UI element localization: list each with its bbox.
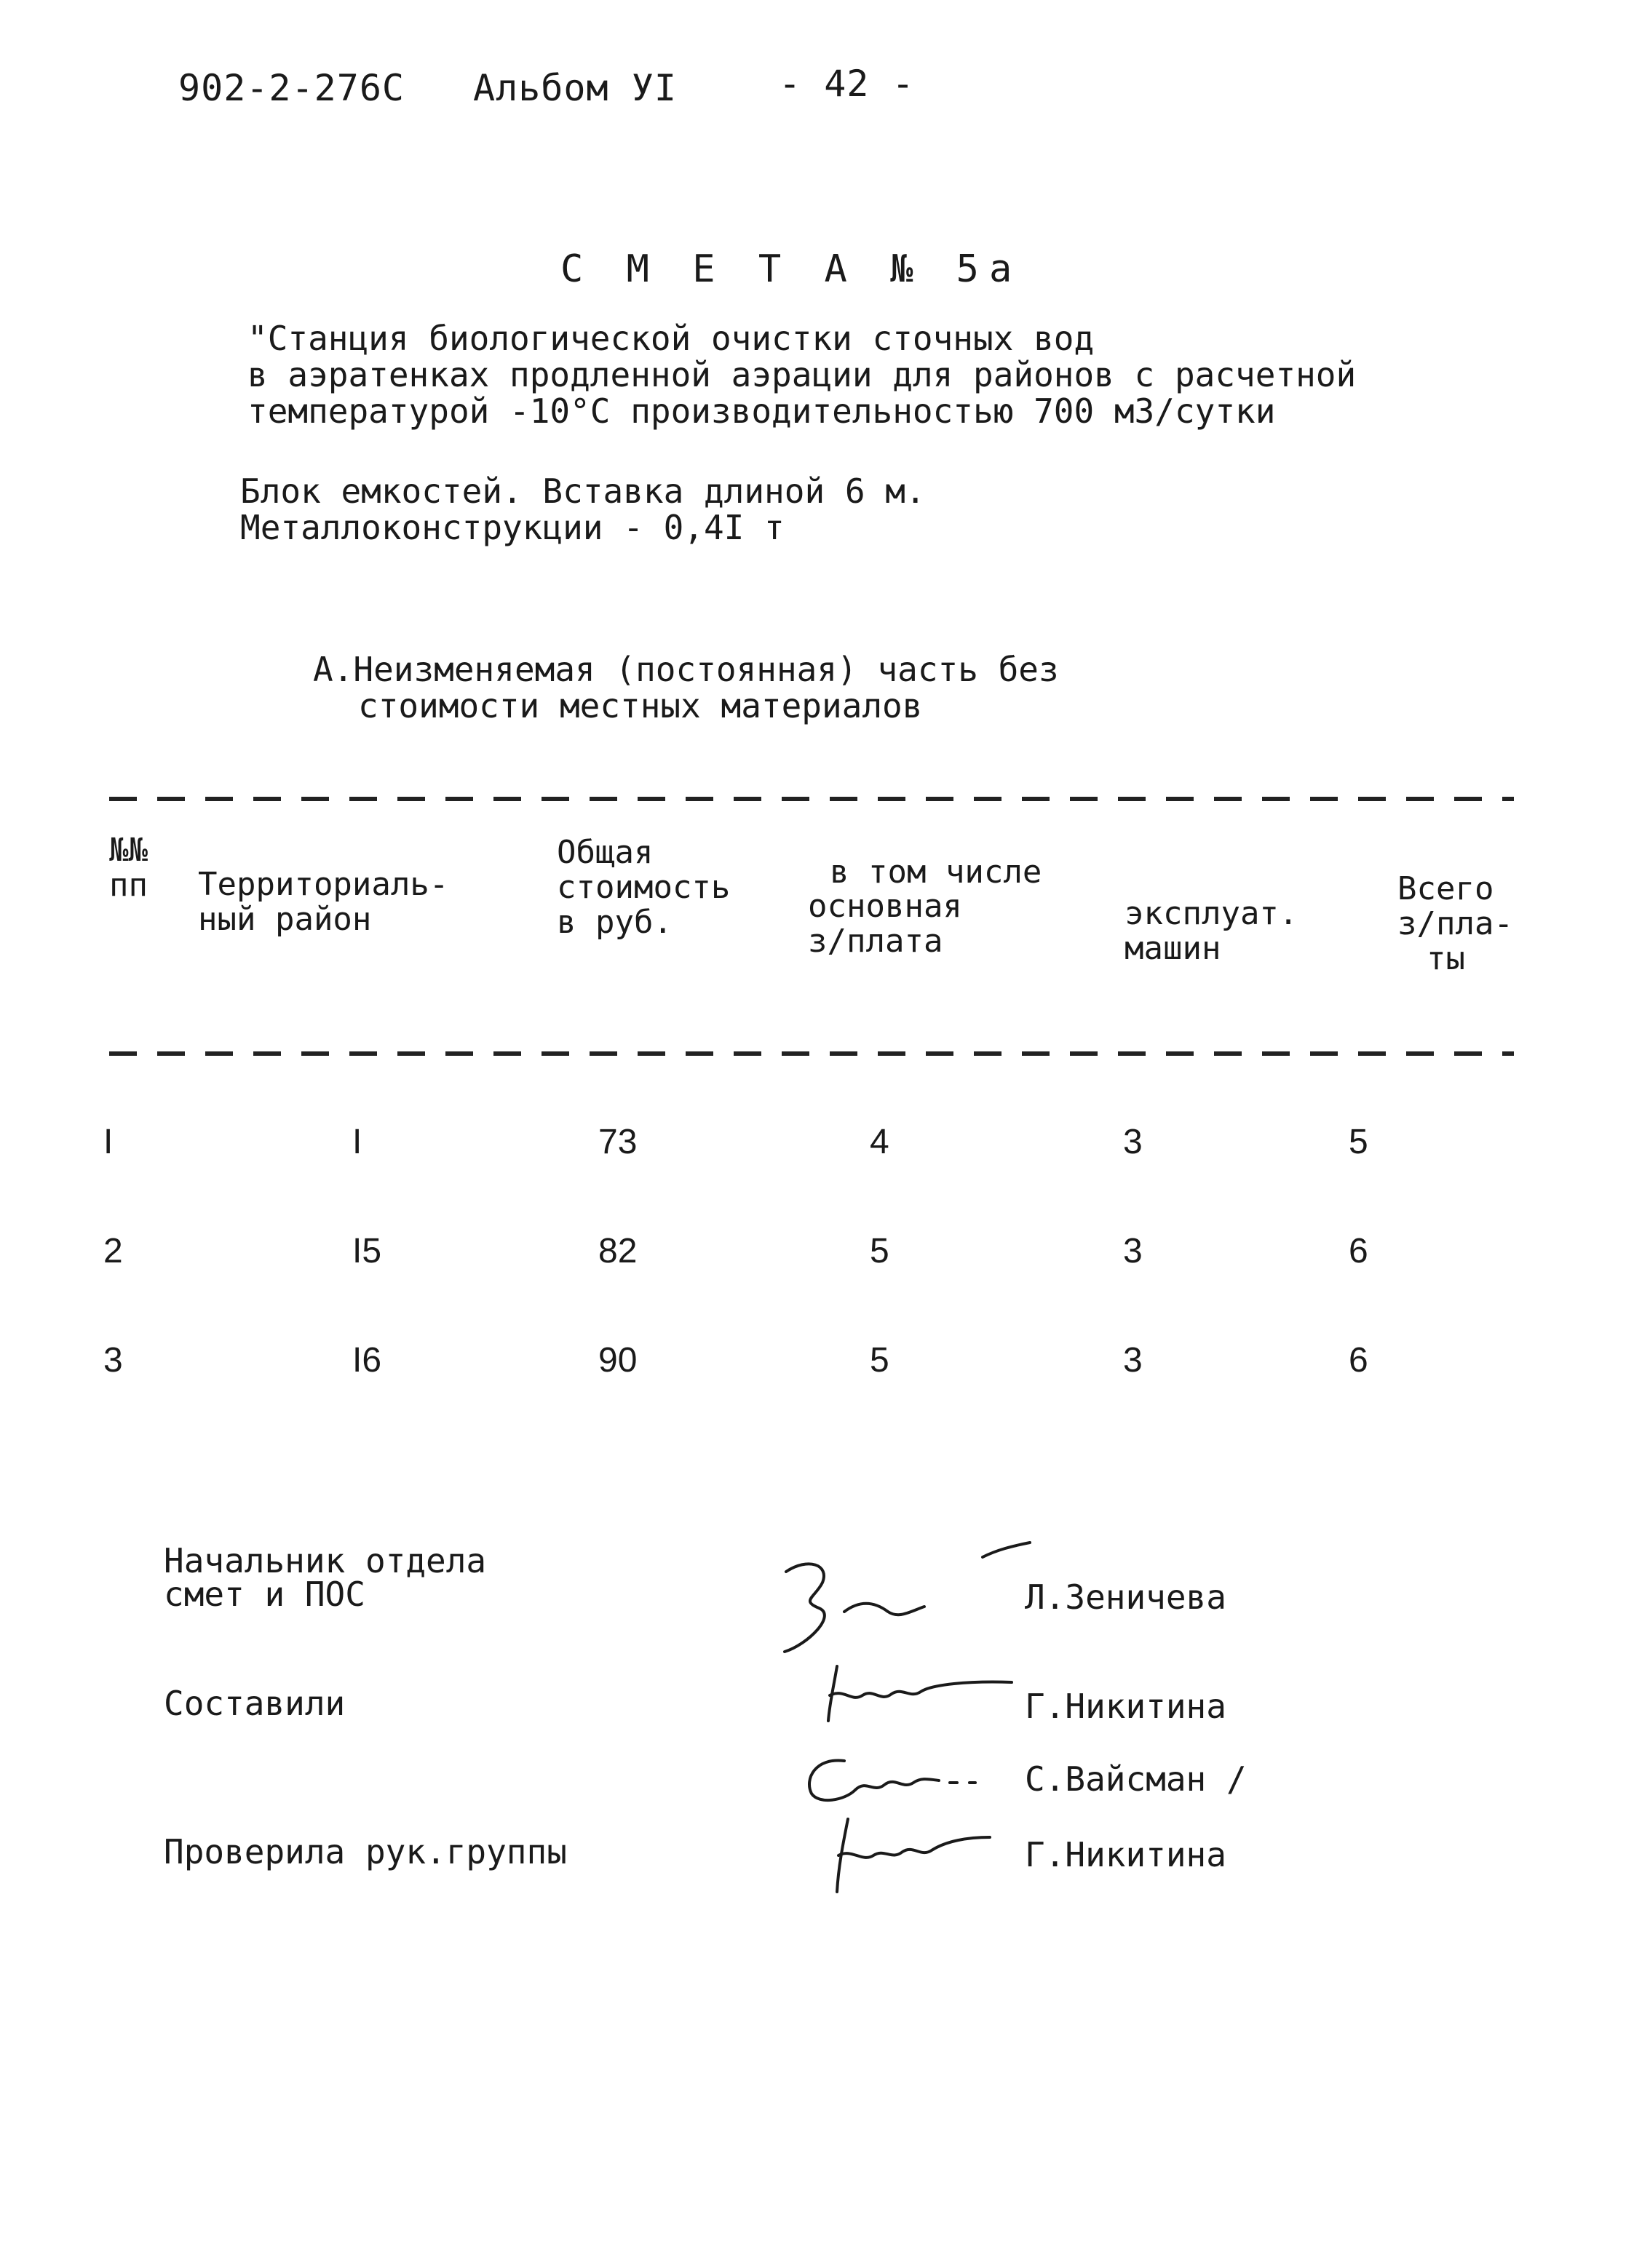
col-header-region: Территориаль- ный район [198,866,449,938]
section-heading [313,651,1059,724]
doc-code: 902-2-276С [178,67,405,109]
cell-num: 3 [103,1341,123,1380]
cell-total-cost: 90 [598,1341,638,1380]
block-description [240,473,926,546]
block-line: Металлоконструкции - 0,4I т [240,508,785,547]
cell-machines: 3 [1123,1232,1143,1270]
block-line: Блок емкостей. Вставка длиной 6 м. [240,471,926,511]
cell-total-cost: 73 [598,1123,638,1161]
col-header-machines: эксплуат. машин [1125,895,1298,967]
subtitle-line: в аэратенках продленной аэрации для районов с расчетной [247,355,1357,394]
compiled-name-2: С.Вайсман / [1025,1759,1247,1799]
cell-machines: 3 [1123,1123,1143,1161]
cell-total-pay: 6 [1349,1341,1368,1380]
cell-region: I [352,1123,362,1161]
compiled-name-1: Г.Никитина [1025,1687,1226,1726]
subtitle-line: температурой -10°С производительностью 700 м3/сутки [247,391,1276,431]
cell-num: I [103,1123,114,1161]
cell-base-pay: 5 [870,1341,889,1380]
cell-base-pay: 4 [870,1123,889,1161]
cell-base-pay: 5 [870,1232,889,1270]
cell-num: 2 [103,1232,123,1270]
cell-total-cost: 82 [598,1232,638,1270]
album-label: Альбом УI [473,67,677,109]
head-name: Л.Зеничева [1025,1577,1226,1617]
head-of-department-label: Начальник отдела смет и ПОС [164,1541,487,1614]
subtitle [247,320,1356,429]
col-header-total-cost: Общая стоимость в руб. [557,834,731,941]
checked-by-label: Проверила рук.группы [164,1832,567,1871]
cell-total-pay: 5 [1349,1123,1368,1161]
section-line: А.Неизменяемая (постоянная) часть без [313,650,1059,689]
col-header-base-pay: основная з/плата [808,888,962,960]
signature-nikitina [822,1659,1026,1724]
cell-machines: 3 [1123,1341,1143,1380]
page-number: - 42 - [779,63,915,105]
cell-region: I5 [352,1232,382,1270]
col-header-num: №№ пп [109,832,148,904]
compiled-by-label: Составили [164,1684,346,1723]
col-header-including: в том числе [830,854,1042,891]
signature-vaysman [801,1750,990,1808]
document-title: С М Е Т А № 5а [560,247,1023,291]
section-line: стоимости местных материалов [358,686,923,725]
table-header-rule [109,1051,1514,1056]
signature-nikitina-check [830,1815,1004,1895]
signature-zenicheva [779,1543,1041,1659]
cell-region: I6 [352,1341,382,1380]
col-header-total-pay: Всего з/пла- ты [1397,870,1513,977]
cell-total-pay: 6 [1349,1232,1368,1270]
subtitle-line: "Станция биологической очистки сточных вод [247,319,1095,358]
checked-name: Г.Никитина [1025,1835,1226,1874]
table-top-rule [109,797,1514,801]
